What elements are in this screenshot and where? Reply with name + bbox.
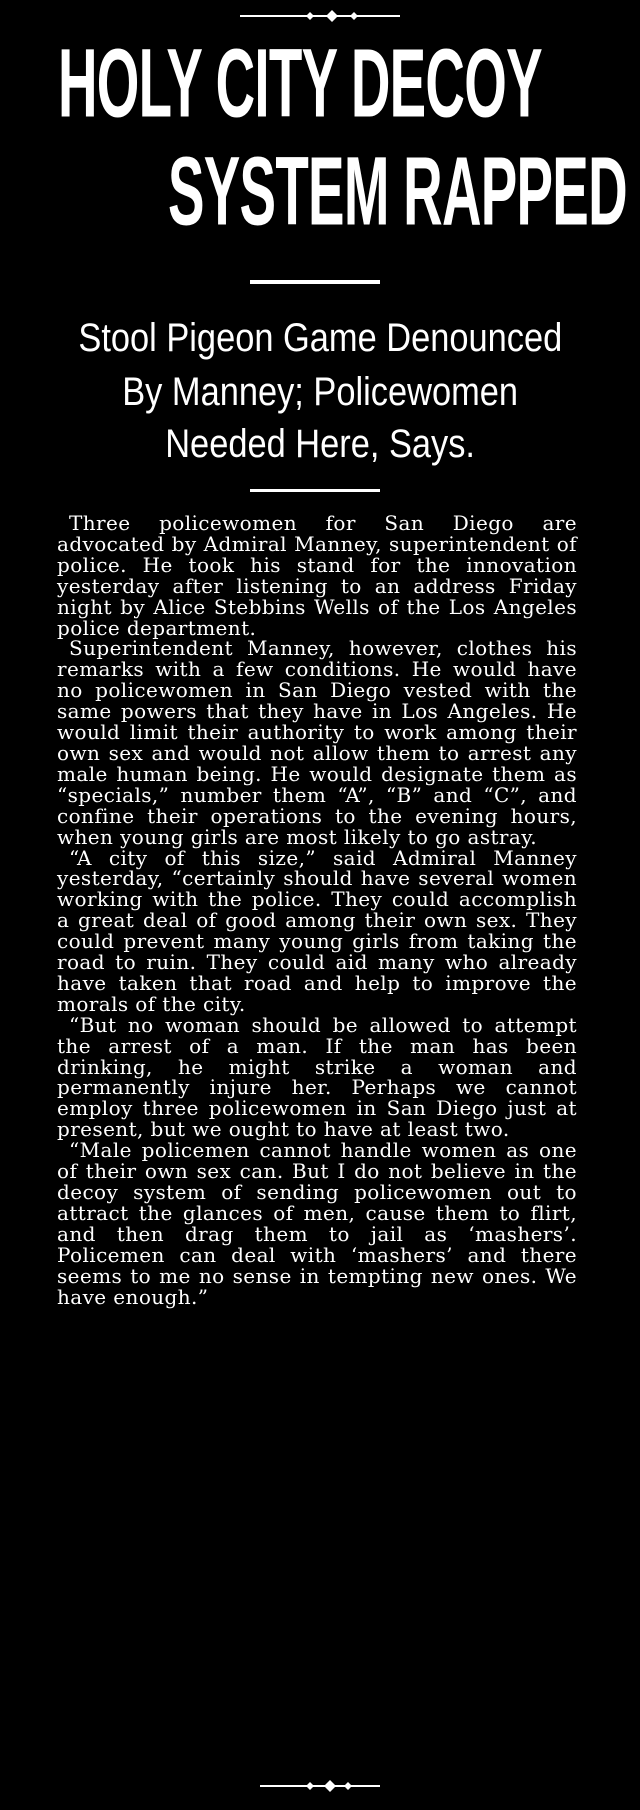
subheadline-line-3-text: Needed Here, Says. [165, 422, 475, 466]
subheadline-divider [250, 489, 380, 492]
article-paragraph: “But no woman should be allowed to attempt the arrest of a man. If the man has been drinking, he might strike a woman and permanently injure her. Perhaps we cannot employ three policewomen in San Diego just at present, but we ought to have at least two. [57, 1012, 577, 1142]
bottom-ornament-divider [0, 1776, 640, 1796]
subheadline-line-2-text: By Manney; Policewomen [122, 370, 518, 414]
ornament-rule-icon [240, 6, 400, 26]
top-ornament-divider [0, 6, 640, 26]
article-paragraph: Three policewomen for San Diego are advocated by Admiral Manney, superintendent of police. He took his stand for the innovation yesterday after listening to an address Friday night by Alice Stebbins Wells of the Los Angeles police department. [57, 511, 577, 640]
headline-divider [250, 280, 380, 284]
article-paragraph: Superintendent Manney, however, clothes his remarks with a few conditions. He would have no policewomen in San Diego vested with the same powers that they have in Los Angeles. He would limit their authority to work among their own sex and would not allow them to arrest any male human being. He would designate them as “specials,” number them “A”, “B” and “C”, and confine their operations to the evening hours, when young girls are most likely to go astray. [57, 636, 577, 849]
subheadline-line-1 [0, 318, 640, 358]
article-paragraph: “A city of this size,” said Admiral Manney yesterday, “certainly should have several women working with the police. They could accomplish a great deal of good among their own sex. They could prevent many young girls from taking the road to ruin. They could aid many who already have taken that road and help to improve the morals of the city. [57, 845, 577, 1016]
subheadline-line-3 [0, 424, 640, 464]
headline-line-2: SYSTEM RAPPED [168, 137, 627, 247]
ornament-rule-icon [260, 1776, 380, 1796]
subheadline-line-1-text: Stool Pigeon Game Denounced [78, 316, 562, 360]
headline-line-1: HOLY CITY DECOY [58, 29, 542, 139]
article-paragraph: “Male policemen cannot handle women as one of their own sex can. But I do not believe in the decoy system of sending policewomen out to attract the glances of men, cause them to flirt, and then drag them to jail as ‘mashers’. Policemen can deal with ‘mashers’ and there seems to me no sense in tempting new ones. We have enough.” [57, 1138, 577, 1309]
article-body [57, 513, 577, 1307]
subheadline-line-2 [0, 372, 640, 412]
